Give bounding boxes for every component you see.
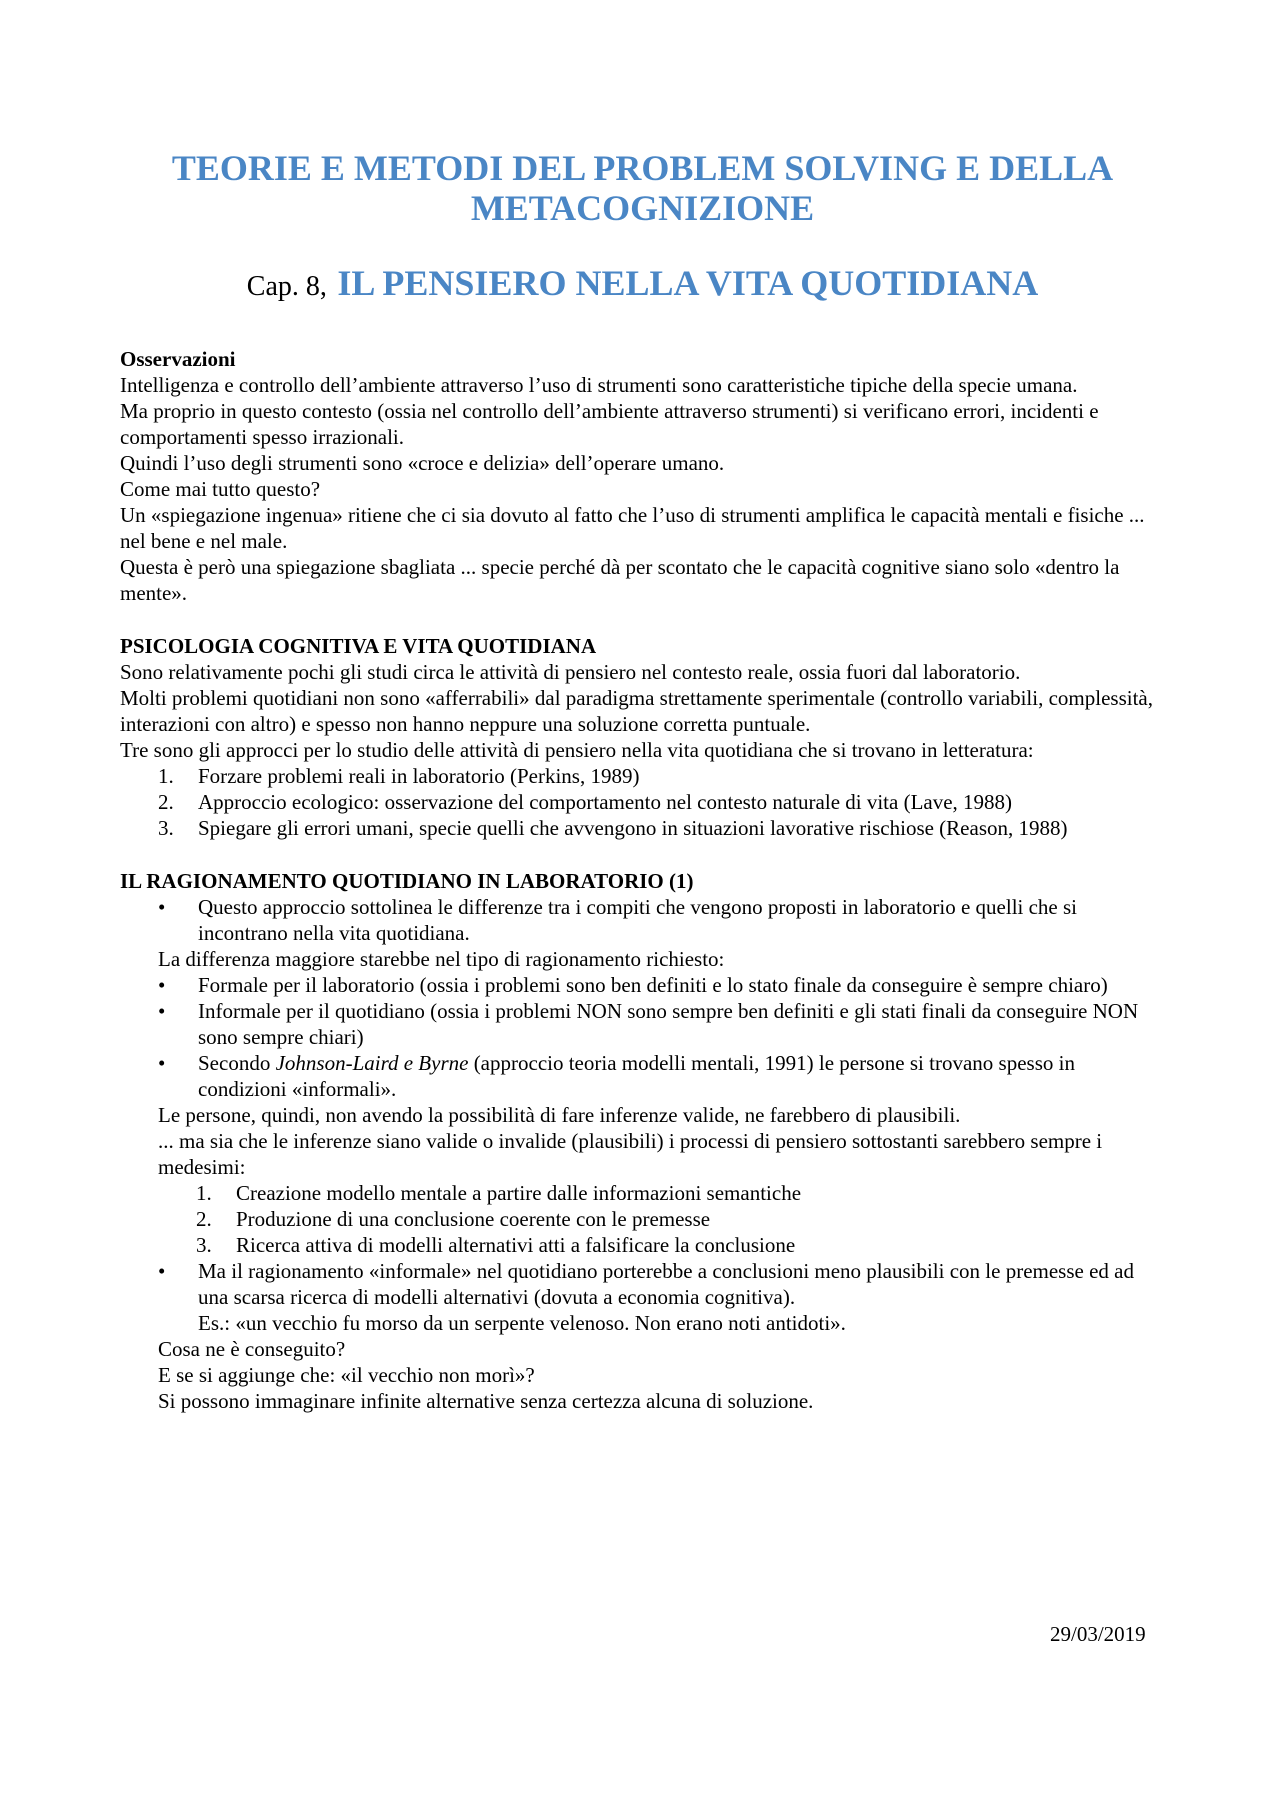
bullet-marker: •	[158, 1051, 166, 1075]
paragraph: Cosa ne è conseguito?	[158, 1337, 346, 1361]
bullet-marker: •	[158, 1259, 166, 1283]
chapter-title	[120, 260, 1165, 311]
approaches-list	[120, 763, 1165, 841]
bullet-text: Ma il ragionamento «informale» nel quotidiano porterebbe a conclusioni meno plausibili con le premesse ed ad una scarsa ricerca di modelli alternativi (dovuta a economia cognitiva).	[198, 1259, 1134, 1309]
section-psicologia	[120, 633, 1165, 841]
list-item-text: Ricerca attiva di modelli alternativi atti a falsificare la conclusione	[236, 1233, 796, 1257]
section-heading: PSICOLOGIA COGNITIVA E VITA QUOTIDIANA	[120, 634, 597, 658]
bullet-item	[120, 1258, 1165, 1310]
bullet-item	[120, 998, 1165, 1050]
bullet-text-post: (approccio teoria modelli mentali, 1991) le persone si trovano spesso in condizioni «informali».	[198, 1051, 1075, 1101]
document-date: 29/03/2019	[1050, 1622, 1146, 1646]
section-heading: IL RAGIONAMENTO QUOTIDIANO IN LABORATORIO (1)	[120, 869, 694, 893]
steps-list	[120, 1180, 1165, 1258]
list-item-text: Spiegare gli errori umani, specie quelli che avvengono in situazioni lavorative rischiose (Reason, 1988)	[198, 816, 1068, 840]
list-number: 1.	[196, 1181, 212, 1205]
list-item-text: Produzione di una conclusione coerente con le premesse	[236, 1207, 711, 1231]
paragraph: La differenza maggiore starebbe nel tipo di ragionamento richiesto:	[158, 947, 725, 971]
chapter-prefix: Cap. 8,	[246, 271, 327, 302]
list-item	[120, 1206, 1165, 1232]
bullet-marker: •	[158, 999, 166, 1023]
paragraph: E se si aggiunge che: «il vecchio non morì»?	[158, 1363, 535, 1387]
paragraph: Tre sono gli approcci per lo studio delle attività di pensiero nella vita quotidiana che si trovano in letteratura:	[120, 738, 1034, 762]
bullet-item	[120, 894, 1165, 946]
document-content	[120, 148, 1165, 1414]
paragraph: Le persone, quindi, non avendo la possibilità di fare inferenze valide, ne farebbero di plausibili.	[158, 1103, 961, 1127]
list-number: 2.	[196, 1207, 212, 1231]
section-ragionamento	[120, 868, 1165, 1414]
list-number: 3.	[158, 816, 174, 840]
list-item	[120, 815, 1165, 841]
list-item-text: Forzare problemi reali in laboratorio (Perkins, 1989)	[198, 764, 640, 788]
bullet-text-pre: Secondo	[198, 1051, 276, 1075]
paragraph: Come mai tutto questo?	[120, 477, 321, 501]
bullet-marker: •	[158, 973, 166, 997]
bullet-text	[198, 1051, 1075, 1101]
paragraph: Ma proprio in questo contesto (ossia nel controllo dell’ambiente attraverso strumenti) si verificano errori, incidenti e comportamenti spesso irrazionali.	[120, 399, 1099, 449]
list-number: 3.	[196, 1233, 212, 1257]
list-number: 2.	[158, 790, 174, 814]
paragraph: ... ma sia che le inferenze siano valide o invalide (plausibili) i processi di pensiero sottostanti sarebbero sempre i medesimi:	[158, 1129, 1103, 1179]
list-item	[120, 789, 1165, 815]
section-osservazioni	[120, 346, 1165, 606]
paragraph: Molti problemi quotidiani non sono «afferrabili» dal paradigma strettamente sperimentale (controllo variabili, complessità, interazioni con altro) e spesso non hanno neppure una soluzione corretta puntuale.	[120, 686, 1153, 736]
section-heading: Osservazioni	[120, 347, 236, 371]
paragraph: Intelligenza e controllo dell’ambiente attraverso l’uso di strumenti sono caratteristiche tipiche della specie umana.	[120, 373, 1078, 397]
list-number: 1.	[158, 764, 174, 788]
bullet-item	[120, 1050, 1165, 1102]
list-item-text: Creazione modello mentale a partire dalle informazioni semantiche	[236, 1181, 802, 1205]
bullet-item	[120, 972, 1165, 998]
paragraph: Si possono immaginare infinite alternative senza certezza alcuna di soluzione.	[158, 1389, 814, 1413]
list-item	[120, 1232, 1165, 1258]
bullet-text: Informale per il quotidiano (ossia i problemi NON sono sempre ben definiti e gli stati finali da conseguire NON sono sempre chiari)	[198, 999, 1139, 1049]
paragraph: Sono relativamente pochi gli studi circa le attività di pensiero nel contesto reale, ossia fuori dal laboratorio.	[120, 660, 1021, 684]
paragraph: Un «spiegazione ingenua» ritiene che ci sia dovuto al fatto che l’uso di strumenti amplifica le capacità mentali e fisiche ... nel bene e nel male.	[120, 503, 1145, 553]
list-item	[120, 1180, 1165, 1206]
authors-italic: Johnson-Laird e Byrne	[275, 1051, 469, 1075]
chapter-name: IL PENSIERO NELLA VITA QUOTIDIANA	[337, 263, 1039, 303]
bullet-text: Questo approccio sottolinea le differenze tra i compiti che vengono proposti in laboratorio e quelli che si incontrano nella vita quotidiana.	[198, 895, 1078, 945]
bullet-list	[120, 1258, 1165, 1310]
bullet-list	[120, 972, 1165, 1102]
document-title: TEORIE E METODI DEL PROBLEM SOLVING E DELLA METACOGNIZIONE	[171, 148, 1114, 228]
bullet-list	[120, 894, 1165, 946]
paragraph: Quindi l’uso degli strumenti sono «croce e delizia» dell’operare umano.	[120, 451, 725, 475]
paragraph: Questa è però una spiegazione sbagliata ... specie perché dà per scontato che le capacità cognitive siano solo «dentro la mente».	[120, 555, 1120, 605]
list-item	[120, 763, 1165, 789]
example-text: Es.: «un vecchio fu morso da un serpente velenoso. Non erano noti antidoti».	[198, 1311, 846, 1335]
list-item-text: Approccio ecologico: osservazione del comportamento nel contesto naturale di vita (Lave, 1988)	[198, 790, 1013, 814]
bullet-marker: •	[158, 895, 166, 919]
bullet-text: Formale per il laboratorio (ossia i problemi sono ben definiti e lo stato finale da conseguire è sempre chiaro)	[198, 973, 1108, 997]
